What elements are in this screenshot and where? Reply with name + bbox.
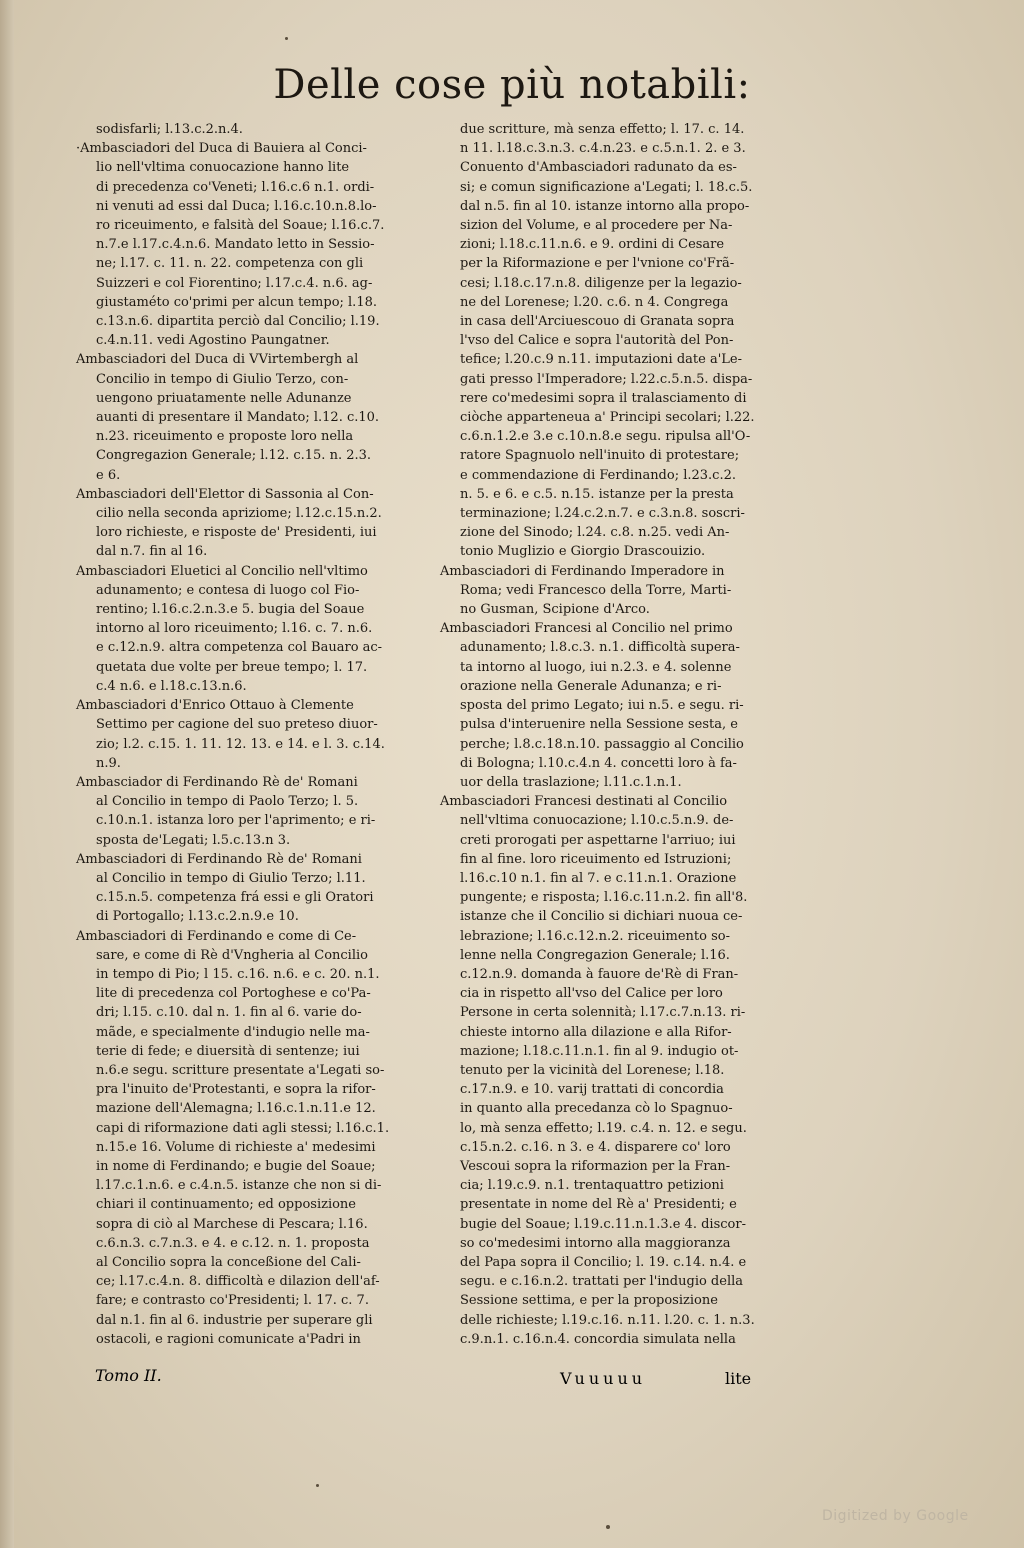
index-entry-heading-line: Ambasciador di Ferdinando Rè de' Romani: [76, 774, 358, 790]
index-entry-line: in nome di Ferdinando; e bugie del Soaue;: [96, 1158, 376, 1174]
index-entry-line: ce; l.17.c.4.n. 8. difficoltà e dilazion dell'af-: [96, 1274, 380, 1290]
index-entry-line: c.12.n.9. domanda à fauore de'Rè di Fran-: [460, 966, 739, 982]
index-entry-line: n.6.e segu. scritture presentate a'Legati so-: [96, 1062, 385, 1078]
index-column-left: [76, 120, 456, 1349]
index-entry-line: ostacoli, e ragioni comunicate a'Padri in: [96, 1331, 361, 1347]
index-entry-line: n.23. riceuimento e proposte loro nella: [96, 429, 354, 445]
index-entry-line: cia in rispetto all'vso del Calice per loro: [460, 986, 723, 1002]
index-entry-line: n.15.e 16. Volume di richieste a' medesimi: [96, 1139, 376, 1155]
index-entry-line: sare, e come di Rè d'Vngheria al Concilio: [96, 947, 368, 963]
index-entry-line: e c.12.n.9. altra competenza col Bauaro ac-: [96, 640, 383, 656]
index-entry-line: uengono priuatamente nelle Adunanze: [96, 390, 352, 406]
index-entry-line: tonio Muglizio e Giorgio Drascouizio.: [460, 544, 706, 560]
index-entry-line: Congregazion Generale; l.12. c.15. n. 2.3.: [96, 448, 372, 464]
index-entry-line: dri; l.15. c.10. dal n. 1. fin al 6. varie do-: [96, 1005, 362, 1021]
index-entry-line: delle richieste; l.19.c.16. n.11. l.20. c. 1. n.3.: [460, 1312, 755, 1328]
index-entry-line: zione del Sinodo; l.24. c.8. n.25. vedi An-: [460, 525, 730, 541]
index-entry-line: si; e comun significazione a'Legati; l. 18.c.5.: [460, 179, 753, 195]
index-entry-line: bugie del Soaue; l.19.c.11.n.1.3.e 4. discor-: [460, 1216, 746, 1232]
index-entry-line: lebrazione; l.16.c.12.n.2. riceuimento so-: [460, 928, 730, 944]
index-entry-line: c.15.n.5. competenza frá essi e gli Oratori: [96, 890, 374, 906]
index-entry-line: pulsa d'interuenire nella Sessione sesta, e: [460, 717, 738, 733]
index-entry-heading-line: Ambasciadori d'Enrico Ottauo à Clemente: [76, 698, 354, 714]
index-entry-line: c.15.n.2. c.16. n 3. e 4. disparere co' loro: [460, 1139, 731, 1155]
index-entry-line: di precedenza co'Veneti; l.16.c.6 n.1. ordi-: [96, 179, 375, 195]
index-entry-line: dal n.5. fin al 10. istanze intorno alla propo-: [460, 198, 750, 214]
index-entry-line: capi di riformazione dati agli stessi; l.16.c.1.: [96, 1120, 390, 1136]
index-entry-line: ne; l.17. c. 11. n. 22. competenza con gli: [96, 256, 364, 272]
index-entry-line: e commendazione di Ferdinando; l.23.c.2.: [460, 467, 737, 483]
index-entry-line: ni venuti ad essi dal Duca; l.16.c.10.n.8.lo-: [96, 198, 377, 214]
index-entry-line: in tempo di Pio; l 15. c.16. n.6. e c. 20. n.1.: [96, 966, 380, 982]
index-entry-line: lo, mà senza effetto; l.19. c.4. n. 12. e segu.: [460, 1120, 747, 1136]
ink-spot: [285, 37, 288, 40]
index-entry-line: ciòche apparteneua a' Principi secolari; l.22.: [460, 410, 755, 426]
page-binding-edge: [0, 0, 14, 1548]
index-entry-line: al Concilio in tempo di Paolo Terzo; l. 5.: [96, 794, 359, 810]
index-entry-line: due scritture, mà senza effetto; l. 17. c. 14.: [460, 122, 745, 137]
catchword: lite: [725, 1369, 752, 1388]
index-entry-line: n.7.e l.17.c.4.n.6. Mandato letto in Sessio-: [96, 237, 375, 253]
index-entry-line: n. 5. e 6. e c.5. n.15. istanze per la presta: [460, 486, 734, 502]
tome-label: Tomo II.: [95, 1366, 162, 1385]
index-entry-line: in quanto alla precedanza cò lo Spagnuo-: [460, 1101, 733, 1117]
index-entry-heading-line: ·Ambasciadori del Duca di Bauiera al Conci-: [76, 141, 367, 157]
index-entry-line: no Gusman, Scipione d'Arco.: [460, 602, 650, 618]
index-entry-heading-line: Ambasciadori Francesi al Concilio nel primo: [440, 621, 733, 637]
index-entry-line: l.17.c.1.n.6. e c.4.n.5. istanze che non si di-: [96, 1178, 382, 1194]
index-entry-line: dal n.7. fin al 16.: [96, 544, 208, 560]
index-entry-line: segu. e c.16.n.2. trattati per l'indugio della: [460, 1274, 744, 1290]
index-entry-line: e 6.: [96, 467, 121, 483]
page-header: Delle cose più notabili:: [273, 62, 751, 108]
index-entry-line: orazione nella Generale Adunanza; e ri-: [460, 678, 722, 694]
index-entry-line: ne del Lorenese; l.20. c.6. n 4. Congrega: [460, 294, 729, 310]
index-entry-line: di Portogallo; l.13.c.2.n.9.e 10.: [96, 909, 299, 925]
index-entry-heading-line: Ambasciadori Eluetici al Concilio nell'vltimo: [76, 563, 368, 579]
index-entry-line: zioni; l.18.c.11.n.6. e 9. ordini di Cesare: [460, 237, 725, 253]
index-entry-line: sodisfarli; l.13.c.2.n.4.: [96, 122, 243, 137]
index-entry-line: terminazione; l.24.c.2.n.7. e c.3.n.8. soscri-: [460, 506, 745, 522]
index-entry-line: gati presso l'Imperadore; l.22.c.5.n.5. dispa-: [460, 371, 753, 387]
index-entry-line: auanti di presentare il Mandato; l.12. c.10.: [96, 410, 380, 426]
index-entry-line: giustaméto co'primi per alcun tempo; l.18.: [96, 294, 377, 310]
index-entry-line: dal n.1. fin al 6. industrie per superare gli: [96, 1312, 373, 1328]
index-entry-line: fin al fine. loro riceuimento ed Istruzioni;: [460, 851, 732, 867]
index-entry-line: zio; l.2. c.15. 1. 11. 12. 13. e 14. e l. 3. c.14.: [96, 736, 385, 752]
index-entry-heading-line: Ambasciadori di Ferdinando e come di Ce-: [76, 928, 357, 944]
index-entry-line: chieste intorno alla dilazione e alla Rifor-: [460, 1024, 732, 1040]
index-entry-line: adunamento; l.8.c.3. n.1. difficoltà supera-: [460, 640, 740, 656]
index-entry-line: n.9.: [96, 755, 121, 771]
index-entry-line: Suizzeri e col Fiorentino; l.17.c.4. n.6. ag-: [96, 275, 373, 291]
index-entry-line: pra l'inuito de'Protestanti, e sopra la rifor-: [96, 1082, 376, 1098]
index-entry-line: adunamento; e contesa di luogo col Fio-: [96, 582, 360, 598]
index-entry-heading-line: Ambasciadori di Ferdinando Imperadore in: [440, 563, 725, 579]
index-entry-heading-line: Ambasciadori dell'Elettor di Sassonia al Con-: [76, 486, 374, 502]
index-entry-line: nell'vltima conuocazione; l.10.c.5.n.9. de-: [460, 813, 734, 829]
index-entry-line: ro riceuimento, e falsità del Soaue; l.16.c.7.: [96, 218, 385, 234]
index-entry-line: pungente; e risposta; l.16.c.11.n.2. fin all'8.: [460, 890, 748, 906]
index-entry-line: n 11. l.18.c.3.n.3. c.4.n.23. e c.5.n.1. 2. e 3.: [460, 141, 746, 157]
index-entry-line: loro richieste, e risposte de' Presidenti, iui: [96, 525, 377, 541]
index-entry-line: fare; e contrasto co'Presidenti; l. 17. c. 7.: [96, 1293, 369, 1309]
index-entry-line: al Concilio in tempo di Giulio Terzo; l.11.: [96, 870, 366, 886]
index-entry-line: in casa dell'Arciuescouo di Granata sopra: [460, 314, 735, 330]
index-entry-line: sposta de'Legati; l.5.c.13.n 3.: [96, 832, 291, 848]
index-entry-line: chiari il continuamento; ed opposizione: [96, 1197, 356, 1213]
index-entry-line: so co'medesimi intorno alla maggioranza: [460, 1235, 731, 1251]
index-entry-line: ratore Spagnuolo nell'inuito di protestare;: [460, 448, 740, 464]
index-entry-line: perche; l.8.c.18.n.10. passaggio al Concilio: [460, 736, 744, 752]
index-entry-line: mãde, e specialmente d'indugio nelle ma-: [96, 1024, 370, 1040]
index-entry-line: per la Riformazione e per l'vnione co'Frã-: [460, 256, 735, 272]
index-entry-line: tefice; l.20.c.9 n.11. imputazioni date a'Le-: [460, 352, 742, 368]
index-entry-heading-line: Ambasciadori di Ferdinando Rè de' Romani: [76, 851, 362, 867]
index-entry-line: mazione dell'Alemagna; l.16.c.1.n.11.e 12.: [96, 1101, 376, 1117]
index-entry-line: Conuento d'Ambasciadori radunato da es-: [460, 160, 737, 176]
index-entry-line: Persone in certa solennità; l.17.c.7.n.13. ri-: [460, 1005, 746, 1021]
index-entry-line: cesi; l.18.c.17.n.8. diligenze per la legazio-: [460, 275, 742, 291]
index-entry-heading-line: Ambasciadori Francesi destinati al Concilio: [440, 794, 728, 810]
index-column-right: [440, 120, 784, 1349]
index-entry-line: di Bologna; l.10.c.4.n 4. concetti loro à fa-: [460, 755, 737, 771]
signature-mark: Vuuuuu: [560, 1369, 647, 1388]
index-entry-line: Sessione settima, e per la proposizione: [460, 1293, 718, 1309]
index-entry-line: sposta del primo Legato; iui n.5. e segu. ri-: [460, 698, 744, 714]
index-entry-line: istanze che il Concilio si dichiari nuoua ce-: [460, 909, 743, 925]
index-entry-line: uor della traslazione; l.11.c.1.n.1.: [460, 774, 682, 790]
index-entry-line: Settimo per cagione del suo preteso diuor-: [96, 717, 378, 733]
index-entry-line: al Concilio sopra la conceßione del Cali-: [96, 1254, 361, 1270]
index-entry-line: tenuto per la vicinità del Lorenese; l.18.: [460, 1062, 725, 1078]
index-entry-line: c.4 n.6. e l.18.c.13.n.6.: [96, 678, 247, 694]
index-entry-line: l'vso del Calice e sopra l'autorità del Pon-: [460, 333, 734, 349]
ink-spot: [316, 1484, 319, 1487]
index-entry-line: quetata due volte per breue tempo; l. 17.: [96, 659, 368, 675]
index-entry-line: sopra di ciò al Marchese di Pescara; l.16.: [96, 1216, 368, 1232]
index-entry-line: cia; l.19.c.9. n.1. trentaquattro petizioni: [460, 1178, 724, 1194]
index-entry-line: terie di fede; e diuersità di sentenze; iui: [96, 1043, 360, 1059]
index-entry-line: c.6.n.3. c.7.n.3. e 4. e c.12. n. 1. proposta: [96, 1235, 370, 1251]
index-entry-line: del Papa sopra il Concilio; l. 19. c.14. n.4. e: [460, 1254, 747, 1270]
index-entry-line: lite di precedenza col Portoghese e co'Pa-: [96, 986, 371, 1002]
index-entry-line: c.4.n.11. vedi Agostino Paungatner.: [96, 333, 330, 349]
index-entry-line: l.16.c.10 n.1. fin al 7. e c.11.n.1. Orazione: [460, 870, 737, 886]
index-entry-line: creti prorogati per aspettarne l'arriuo; iui: [460, 832, 736, 848]
index-entry-line: c.13.n.6. dipartita perciò dal Concilio; l.19.: [96, 314, 380, 330]
digitization-watermark: Digitized by Google: [822, 1508, 969, 1524]
index-entry-line: mazione; l.18.c.11.n.1. fin al 9. indugio ot-: [460, 1043, 739, 1059]
index-entry-line: rentino; l.16.c.2.n.3.e 5. bugia del Soaue: [96, 602, 365, 618]
index-entry-line: c.6.n.1.2.e 3.e c.10.n.8.e segu. ripulsa all'O-: [460, 429, 751, 445]
index-entry-line: c.17.n.9. e 10. varij trattati di concordia: [460, 1082, 724, 1098]
index-entry-line: Roma; vedi Francesco della Torre, Marti-: [460, 582, 732, 598]
index-entry-line: ta intorno al luogo, iui n.2.3. e 4. solenne: [460, 659, 732, 675]
index-entry-line: Vescoui sopra la riformazion per la Fran-: [460, 1158, 731, 1174]
index-entry-line: cilio nella seconda apriziome; l.12.c.15.n.2.: [96, 506, 382, 522]
index-entry-line: Concilio in tempo di Giulio Terzo, con-: [96, 371, 349, 387]
index-entry-line: sizion del Volume, e al procedere per Na-: [460, 218, 733, 234]
index-entry-line: rere co'medesimi sopra il tralasciamento di: [460, 390, 747, 406]
index-entry-heading-line: Ambasciadori del Duca di VVirtembergh al: [76, 352, 359, 368]
index-entry-line: lio nell'vltima conuocazione hanno lite: [96, 160, 350, 176]
index-entry-line: c.9.n.1. c.16.n.4. concordia simulata nella: [460, 1331, 736, 1347]
index-entry-line: c.10.n.1. istanza loro per l'aprimento; e ri-: [96, 813, 376, 829]
index-entry-line: presentate in nome del Rè a' Presidenti; e: [460, 1197, 737, 1213]
index-entry-line: intorno al loro riceuimento; l.16. c. 7. n.6.: [96, 621, 373, 637]
ink-spot: [606, 1525, 610, 1529]
index-entry-line: lenne nella Congregazion Generale; l.16.: [460, 947, 730, 963]
